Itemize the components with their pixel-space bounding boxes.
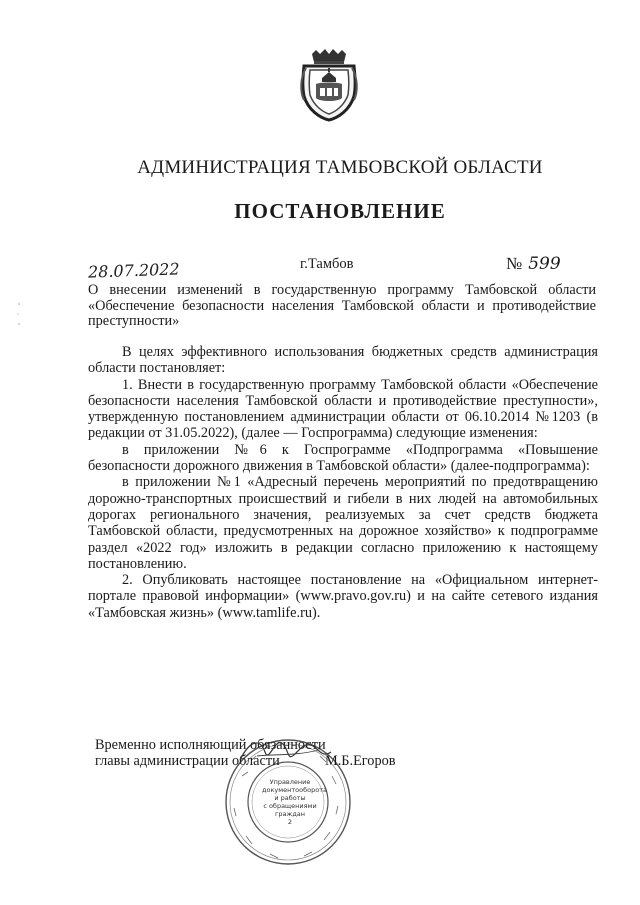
document-date: 28.07.2022 [87,259,180,282]
document-type-title: ПОСТАНОВЛЕНИЕ [234,199,446,223]
document-subject: О внесении изменений в государственную программу Тамбовской области «Обеспечение безопасности населения Тамбовской области и противодействие преступности» [88,282,596,329]
stamp-line-4: с обращениями [263,802,317,810]
document-city: г.Тамбов [300,256,354,272]
body-paragraph-appendix-6: в приложении №6 к Госпрограмме «Подпрограмма «Повышение безопасности дорожного движения в Тамбовской области» (далее-подпрограмма): [88,441,598,475]
handwritten-signature-icon [235,730,335,775]
body-paragraph-item-1: 1. Внести в государственную программу Тамбовской области «Обеспечение безопасности населения Тамбовской области и противодействие преступности», утвержденную постановлением администрации области от 06.10.2014 №1203 (в редакции от 31.05.2022), (далее — Госпрограмма) следующие изменения: [88,376,598,442]
document-body [88,344,598,621]
stamp-line-5: граждан [274,810,306,818]
stamp-line-1: Управление [269,778,311,786]
margin-mark-icon [16,300,22,330]
signatory-position-line-2: главы администрации области [95,753,280,769]
document-number [506,254,561,274]
number-value: 599 [528,254,561,274]
body-paragraph-intro: В целях эффективного использования бюджетных средств администрация области постановляет: [88,344,598,377]
body-paragraph-item-2: 2. Опубликовать настоящее постановление на «Официальном интернет-портале правовой информации» (www.pravo.gov.ru) и на сайте сетевого издания «Тамбовская жизнь» (www.tamlife.ru). [88,572,598,621]
stamp-text [262,778,327,826]
number-sign: № [506,254,523,273]
signatory-position-line-1: Временно исполняющий обязанности [95,737,326,753]
body-paragraph-appendix-1: в приложении №1 «Адресный перечень мероприятий по предотвращению дорожно-транспортных происшествий и гибели в них людей на автомобильных дорогах регионального значения, реализуемых за счет средств бюджета Тамбовской области, предусмотренных на дорожное хозяйство» к подпрограмме раздел «2022 год» изложить в редакции согласно приложению к настоящему постановлению. [88,474,598,572]
coat-of-arms-icon [298,48,360,122]
stamp-line-3: и работы [274,794,306,802]
stamp-line-6: 2 [287,818,293,826]
signatory-name: М.Б.Егоров [325,753,396,769]
stamp-line-2: документооборота [262,786,327,794]
organization-name: АДМИНИСТРАЦИЯ ТАМБОВСКОЙ ОБЛАСТИ [137,157,543,178]
